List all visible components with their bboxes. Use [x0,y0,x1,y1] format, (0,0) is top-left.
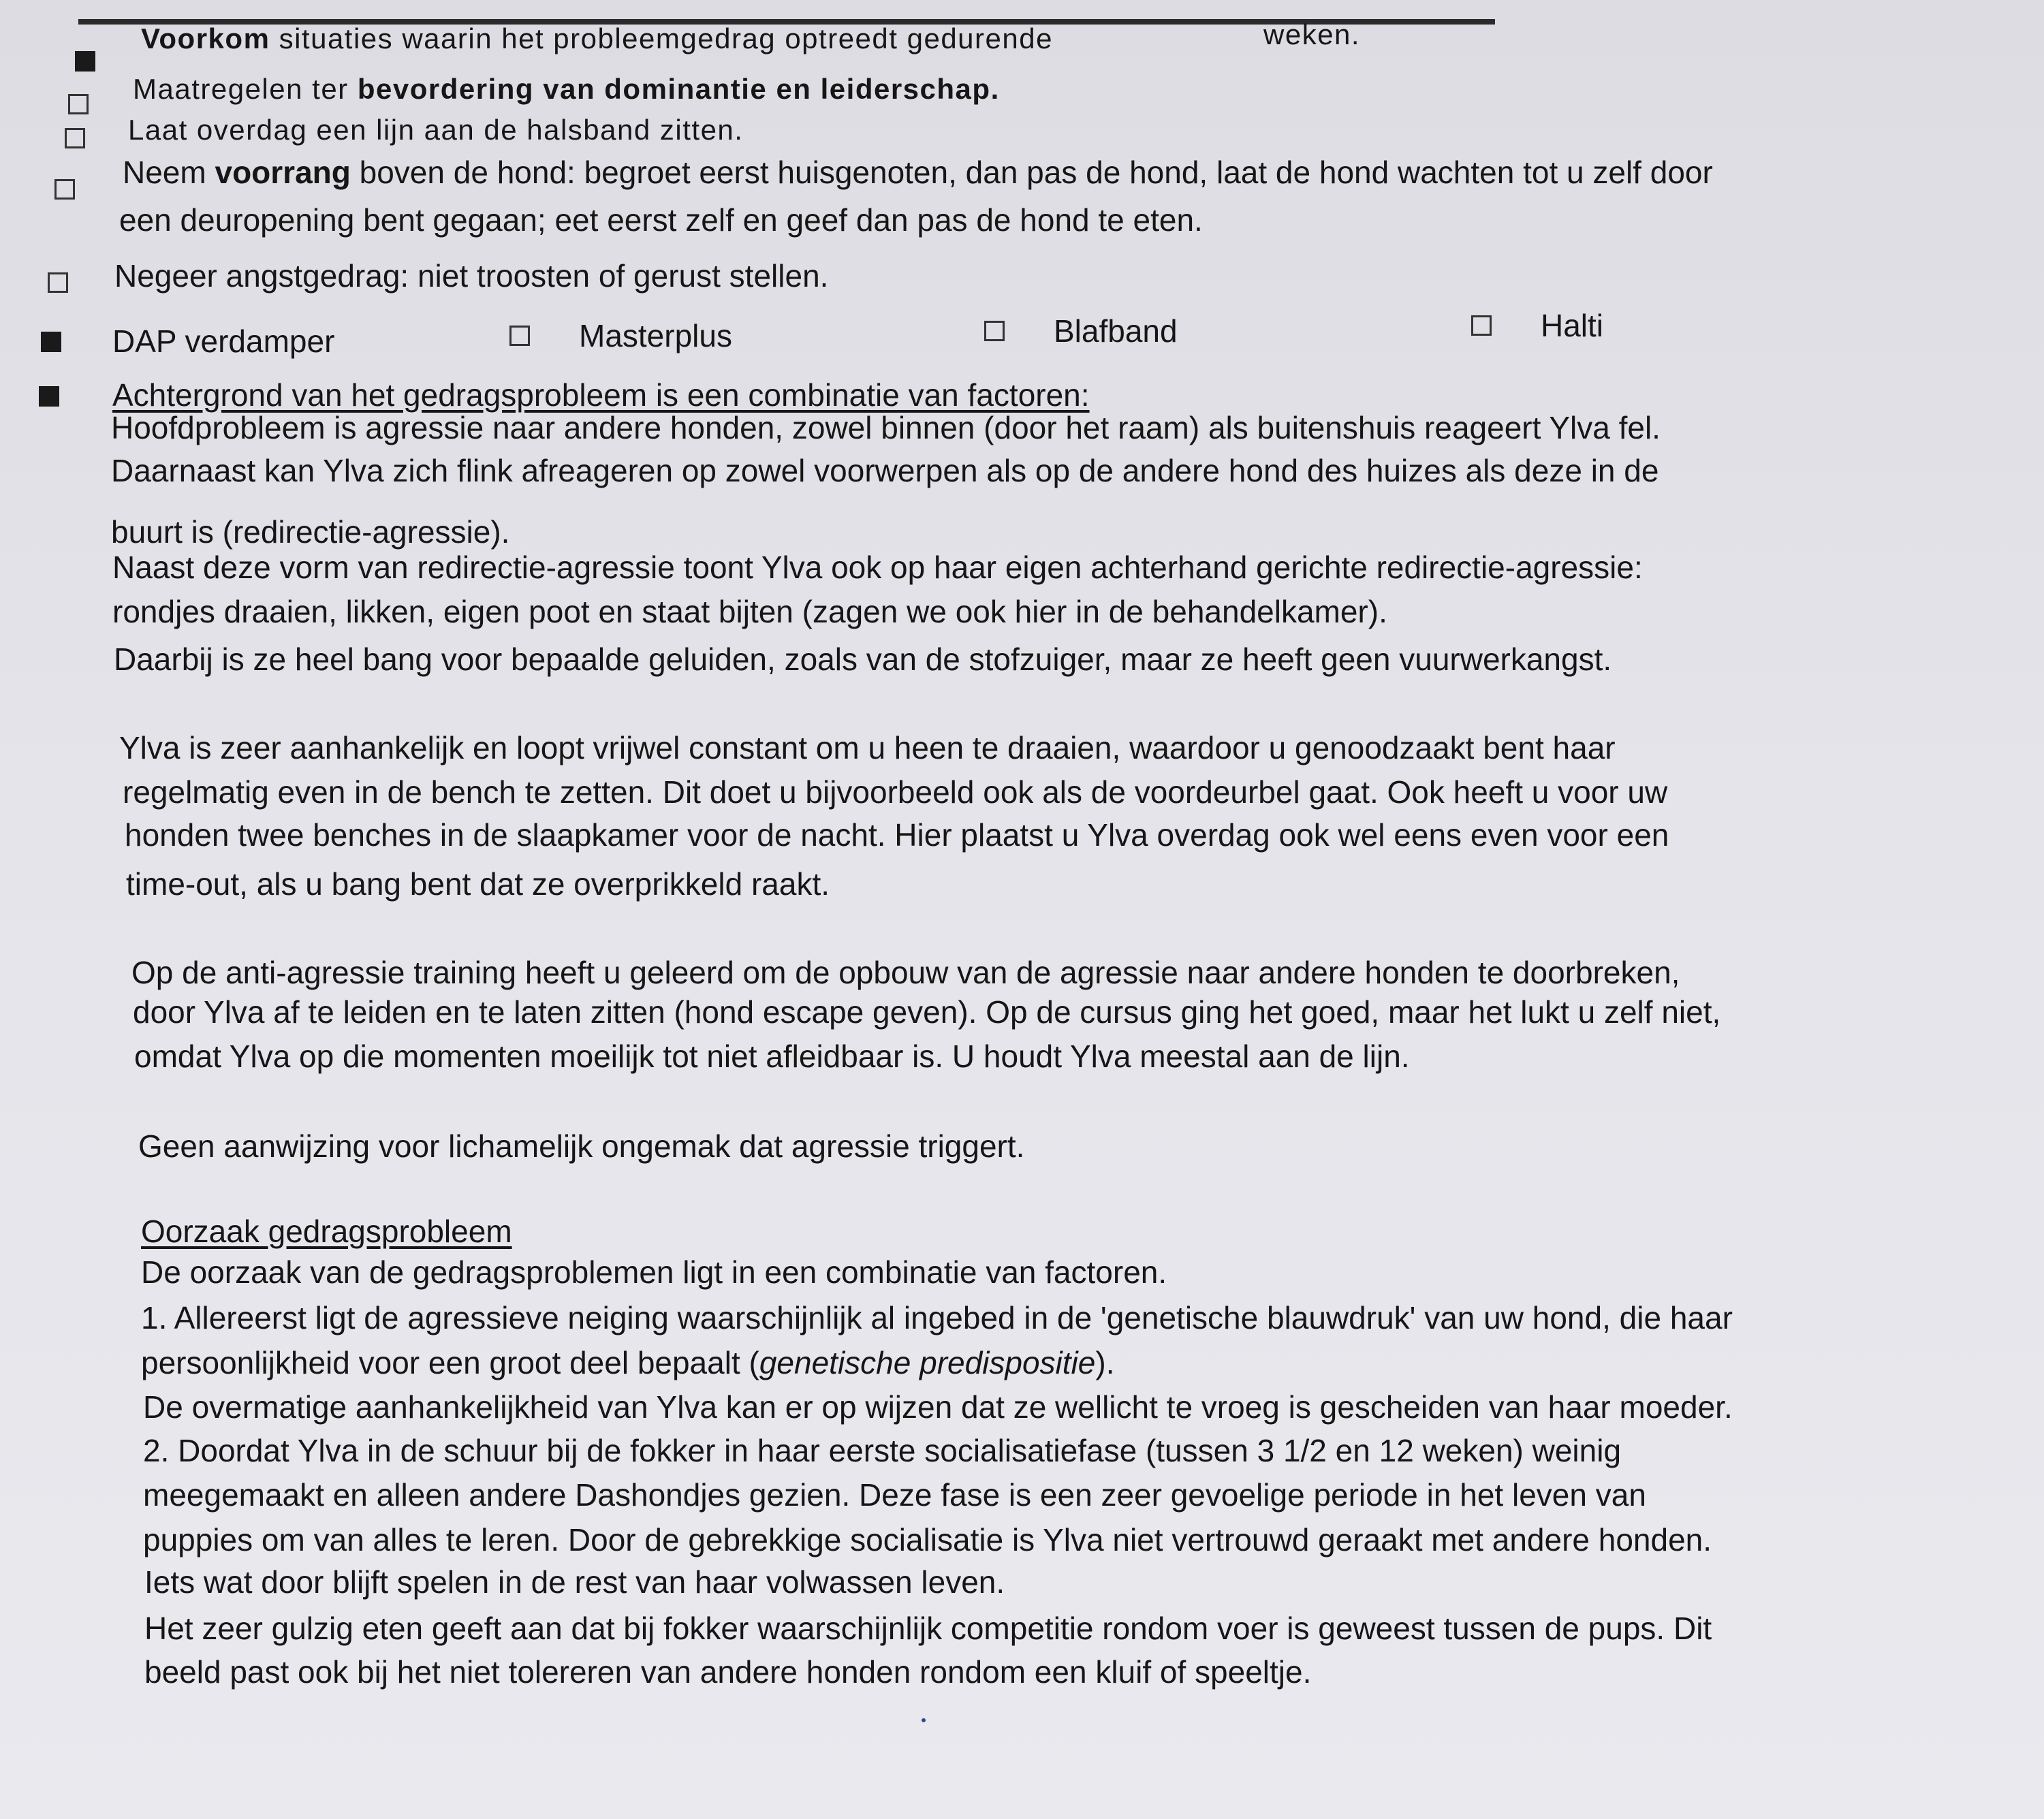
voorrang-bold: voorrang [215,155,351,190]
checkbox-negeer[interactable] [48,272,68,293]
checkbox-halti[interactable] [1471,315,1492,336]
background-p2-line3: honden twee benches in de slaapkamer voor de nacht. Hier plaatst u Ylva overdag ook wel eens even voor een [125,817,1669,853]
cause-line10: beeld past ook bij het niet tolereren van andere honden rondom een kluif of speeltje. [144,1654,1312,1690]
background-p3-line1: Op de anti-agressie training heeft u geleerd om de opbouw van de agressie naar andere honden te doorbreken, [131,955,1680,990]
cause-heading: Oorzaak gedragsprobleem [141,1214,512,1249]
cause-line9: Het zeer gulzig eten geeft aan dat bij fokker waarschijnlijk competitie rondom voer is geweest tussen de pups. Dit [144,1611,1712,1646]
background-p1-line1: Hoofdprobleem is agressie naar andere honden, zowel binnen (door het raam) als buitenshuis reageert Ylva fel. [111,410,1661,445]
background-p1-line4: Naast deze vorm van redirectie-agressie toont Ylva ook op haar eigen achterhand gerichte redirectie-agressie: [112,550,1643,585]
cause-line7: puppies om van alles te leren. Door de gebrekkige socialisatie is Ylva niet vertrouwd geraakt met andere honden. [143,1522,1712,1557]
background-p2-line2: regelmatig even in de bench te zetten. Dit doet u bijvoorbeeld ook als de voordeurbel gaat. Ook heeft u voor uw [123,774,1668,810]
background-p2-line4: time-out, als u bang bent dat ze overprikkeld raakt. [126,866,830,902]
cause-line3 [141,1347,1114,1378]
voorkom-bold: Voorkom [141,22,270,54]
checkbox-lijn[interactable] [65,128,85,148]
background-p1-line6: Daarbij is ze heel bang voor bepaalde geluiden, zoals van de stofzuiger, maar ze heeft geen vuurwerkangst. [114,642,1612,677]
voorrang-pre: Neem [123,155,215,190]
cause-line5: 2. Doordat Ylva in de schuur bij de fokker in haar eerste socialisatiefase (tussen 3 1/2 en 12 weken) weinig [143,1433,1622,1468]
cause-line2: 1. Allereerst ligt de agressieve neiging waarschijnlijk al ingebed in de 'genetische blauwdruk' van uw hond, die haar [141,1300,1733,1335]
background-p2-line1: Ylva is zeer aanhankelijk en loopt vrijwel constant om u heen te draaien, waardoor u genoodzaakt bent haar [119,730,1616,765]
line-voorrang-1 [123,157,1713,188]
maatregelen-pre: Maatregelen ter [133,73,358,105]
checkbox-blafband[interactable] [984,321,1005,341]
cause-line1: De oorzaak van de gedragsproblemen ligt in een combinatie van factoren. [141,1254,1167,1290]
line-lijn: Laat overdag een lijn aan de halsband zitten. [128,114,744,146]
cause-line3-pre: persoonlijkheid voor een groot deel bepaalt ( [141,1345,759,1380]
checkbox-masterplus[interactable] [509,326,530,346]
cause-line4: De overmatige aanhankelijkheid van Ylva kan er op wijzen dat ze wellicht te vroeg is gescheiden van haar moeder. [143,1389,1733,1425]
product-halti: Halti [1541,308,1604,343]
product-blafband: Blafband [1054,313,1178,349]
background-p4: Geen aanwijzing voor lichamelijk ongemak dat agressie triggert. [138,1128,1025,1164]
checkbox-maatregelen[interactable] [68,94,89,114]
cause-line3-italic: genetische predispositie [759,1345,1096,1380]
checkbox-voorkom[interactable] [75,51,95,72]
background-p3-line2: door Ylva af te leiden en te laten zitten (hond escape geven). Op de cursus ging het goed, maar het lukt u zelf niet, [133,994,1721,1030]
checkbox-achtergrond[interactable] [39,386,59,407]
cause-line8: Iets wat door blijft spelen in de rest van haar volwassen leven. [144,1564,1005,1600]
checkbox-dap[interactable] [41,332,61,352]
maatregelen-bold: bevordering van dominantie en leiderschap. [357,73,1000,105]
line-voorkom [141,22,1053,54]
background-p1-line3: buurt is (redirectie-agressie). [111,514,510,550]
checkbox-voorrang[interactable] [54,179,75,200]
line-negeer: Negeer angstgedrag: niet troosten of gerust stellen. [114,258,829,294]
product-dap: DAP verdamper [112,323,335,359]
line-voorrang-2: een deuropening bent gegaan; eet eerst zelf en geef dan pas de hond te eten. [119,202,1203,238]
cause-line6: meegemaakt en alleen andere Dashondjes gezien. Deze fase is een zeer gevoelige periode in het leven van [143,1477,1646,1513]
background-heading: Achtergrond van het gedragsprobleem is een combinatie van factoren: [112,377,1090,413]
product-masterplus: Masterplus [579,318,732,353]
background-p3-line3: omdat Ylva op die momenten moeilijk tot niet afleidbaar is. U houdt Ylva meestal aan de lijn. [134,1039,1410,1074]
line-maatregelen [133,75,1000,104]
voorrang-post: boven de hond: begroet eerst huisgenoten, dan pas de hond, laat de hond wachten tot u zelf door [350,155,1713,190]
weken-label: weken. [1263,18,1361,50]
cause-line3-post: ). [1095,1345,1115,1380]
background-p1-line5: rondjes draaien, likken, eigen poot en staat bijten (zagen we ook hier in de behandelkamer). [112,594,1387,629]
ink-dot [922,1718,926,1722]
voorkom-text: situaties waarin het probleemgedrag optreedt gedurende [270,22,1053,54]
background-p1-line2: Daarnaast kan Ylva zich flink afreageren op zowel voorwerpen als op de andere hond des huizes als deze in de [111,453,1659,488]
